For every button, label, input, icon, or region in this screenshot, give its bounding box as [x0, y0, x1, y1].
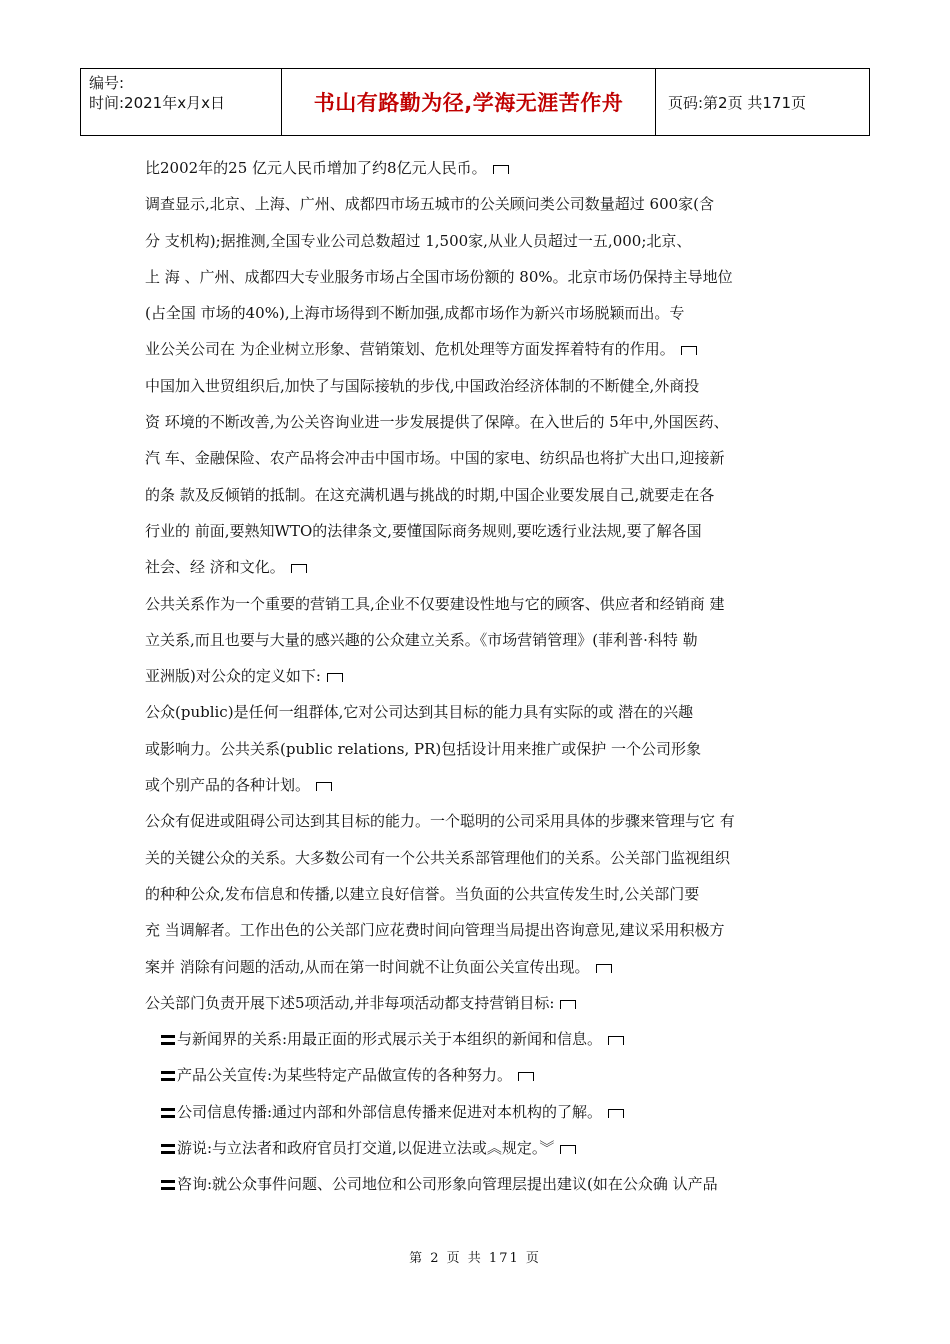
header-meta — [81, 69, 282, 135]
paragraph-line: 亚洲版)对公众的定义如下: — [145, 667, 321, 686]
paragraph-line: 公众有促进或阻碍公司达到其目标的能力。一个聪明的公司采用具体的步骤来管理与它 有 — [145, 812, 735, 831]
paragraph-line: 汽 车、金融保险、农产品将会冲击中国市场。中国的家电、纺织品也将扩大出口,迎接新 — [145, 449, 725, 468]
paragraph-line: 或个别产品的各种计划。 — [145, 776, 311, 795]
paragraph-line: 分 支机构);据推测,全国专业公司总数超过 1,500家,从业人员超过一五,000;北京、 — [145, 231, 692, 250]
bullet-list — [145, 1021, 815, 1202]
paragraph-line: 行业的 前面,要熟知WTO的法律条文,要懂国际商务规则,要吃透行业法规,要了解各国 — [145, 521, 702, 540]
paragraph-line: 或影响力。公共关系(public relations, PR)包括设计用来推广或保护 一个公司形象 — [145, 739, 702, 758]
bullet-text: 产品公关宣传:为某些特定产品做宣传的各种努力。 — [177, 1066, 513, 1085]
paragraph — [145, 368, 815, 586]
bullet-item — [145, 1094, 815, 1130]
paragraph — [145, 186, 815, 367]
paragraph-list — [145, 150, 815, 1021]
bullet-item — [145, 1166, 815, 1202]
paragraph-line: 关的关键公众的关系。大多数公司有一个公共关系部管理他们的关系。公关部门监视组织 — [145, 848, 731, 867]
paragraph-line: (占全国 市场的40%),上海市场得到不断加强,成都市场作为新兴市场脱颖而出。专 — [145, 304, 685, 323]
paragraph-mark-icon — [327, 673, 343, 682]
paragraph-line: 中国加入世贸组织后,加快了与国际接轨的步伐,中国政治经济体制的不断健全,外商投 — [145, 376, 700, 395]
bullet-icon — [161, 1035, 175, 1045]
paragraph-mark-icon — [291, 564, 307, 573]
paragraph-line: 业公关公司在 为企业树立形象、营销策划、危机处理等方面发挥着特有的作用。 — [145, 340, 675, 359]
bullet-item — [145, 1130, 815, 1166]
paragraph-line: 的种种公众,发布信息和传播,以建立良好信誉。当负面的公共宣传发生时,公关部门要 — [145, 884, 700, 903]
bullet-icon — [161, 1144, 175, 1154]
paragraph-line: 充 当调解者。工作出色的公关部门应花费时间向管理当局提出咨询意见,建议采用积极方 — [145, 921, 725, 940]
paragraph-line: 比2002年的25 亿元人民币增加了约8亿元人民币。 — [145, 159, 487, 177]
paragraph — [145, 803, 815, 984]
document-body — [145, 150, 815, 1203]
paragraph — [145, 150, 815, 186]
bullet-icon — [161, 1108, 175, 1118]
page-header — [80, 68, 870, 136]
bullet-text: 公司信息传播:通过内部和外部信息传播来促进对本机构的了解。 — [177, 1102, 603, 1121]
paragraph — [145, 985, 815, 1021]
page-footer: 第 2 页 共 171 页 — [409, 1251, 541, 1266]
header-motto: 书山有路勤为径,学海无涯苦作舟 — [282, 69, 656, 135]
paragraph-line: 调查显示,北京、上海、广州、成都四市场五城市的公关顾问类公司数量超过 600家(含 — [145, 195, 715, 214]
paragraph-line: 社会、经 济和文化。 — [145, 558, 285, 577]
paragraph-line: 公众(public)是任何一组群体,它对公司达到其目标的能力具有实际的或 潜在的兴趣 — [145, 703, 694, 722]
header-page-info: 页码:第2页 共171页 — [668, 93, 806, 112]
paragraph-line: 上 海 、广州、成都四大专业服务市场占全国市场份额的 80%。北京市场仍保持主导地位 — [145, 267, 733, 286]
paragraph-mark-icon — [596, 964, 612, 973]
paragraph-mark-icon — [560, 1145, 576, 1154]
paragraph-line: 资 环境的不断改善,为公关咨询业进一步发展提供了保障。在入世后的 5年中,外国医药、 — [145, 413, 729, 432]
paragraph — [145, 586, 815, 695]
bullet-item — [145, 1021, 815, 1057]
paragraph-mark-icon — [493, 165, 509, 174]
paragraph-mark-icon — [316, 782, 332, 791]
bullet-item — [145, 1057, 815, 1093]
paragraph-mark-icon — [608, 1109, 624, 1118]
paragraph-line: 案并 消除有问题的活动,从而在第一时间就不让负面公关宣传出现。 — [145, 957, 590, 976]
bullet-text: 游说:与立法者和政府官员打交道,以促进立法或︽规定。︾ — [177, 1139, 555, 1158]
bullet-icon — [161, 1180, 175, 1190]
paragraph-line: 立关系,而且也要与大量的感兴趣的公众建立关系。《市场营销管理》(菲利普·科特 勒 — [145, 630, 698, 649]
bullet-icon — [161, 1071, 175, 1081]
document-number-label: 编号: — [89, 74, 125, 92]
bullet-text: 咨询:就公众事件问题、公司地位和公司形象向管理层提出建议(如在公众确 认产品 — [177, 1175, 718, 1194]
paragraph-mark-icon — [681, 346, 697, 355]
paragraph — [145, 694, 815, 803]
bullet-text: 与新闻界的关系:用最正面的形式展示关于本组织的新闻和信息。 — [177, 1030, 603, 1049]
document-time-label: 时间:2021年x月x日 — [89, 94, 225, 112]
paragraph-line: 公共关系作为一个重要的营销工具,企业不仅要建设性地与它的顾客、供应者和经销商 建 — [145, 594, 725, 613]
paragraph-mark-icon — [560, 1000, 576, 1009]
paragraph-line: 公关部门负责开展下述5项活动,并非每项活动都支持营销目标: — [145, 993, 555, 1012]
paragraph-mark-icon — [518, 1072, 534, 1081]
paragraph-line: 的条 款及反倾销的抵制。在这充满机遇与挑战的时期,中国企业要发展自己,就要走在各 — [145, 485, 715, 504]
paragraph-mark-icon — [608, 1036, 624, 1045]
